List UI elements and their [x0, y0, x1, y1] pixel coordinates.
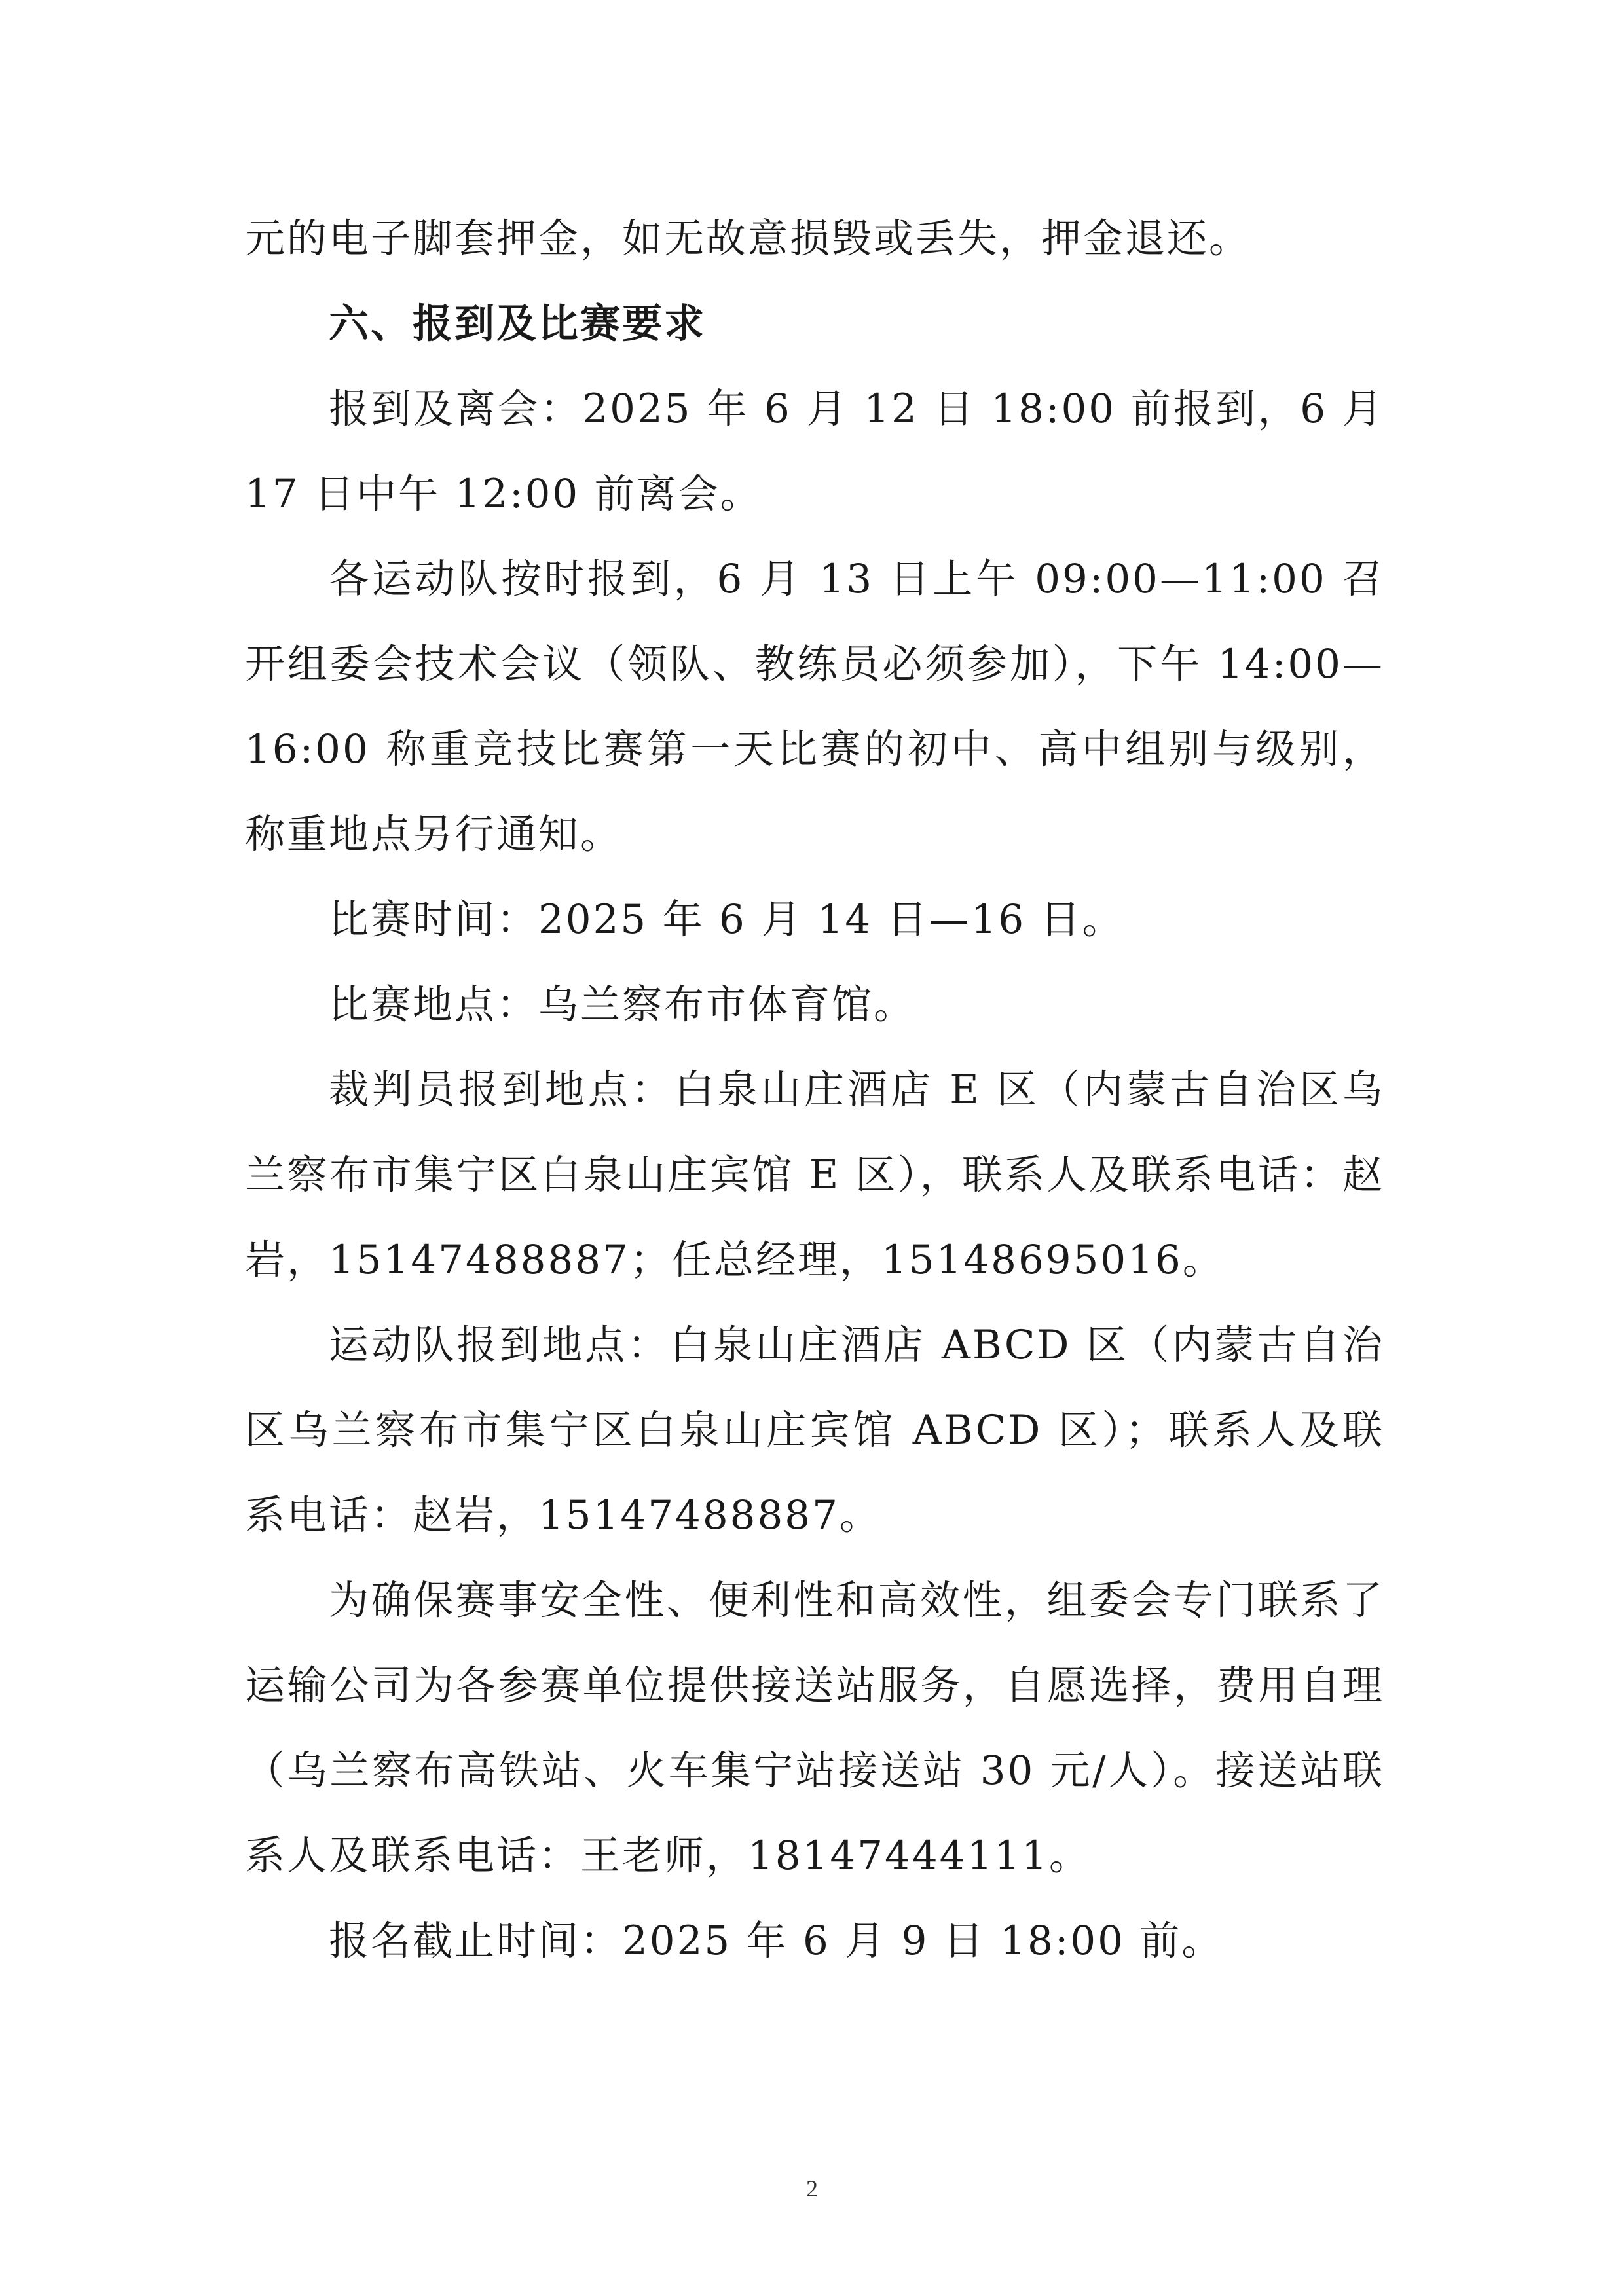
- paragraph-team-registration: 运动队报到地点：白泉山庄酒店 ABCD 区（内蒙古自治区乌兰察布市集宁区白泉山庄宾馆 ABCD 区）；联系人及联系电话：赵岩，15147488887。: [245, 1322, 1384, 1539]
- section-heading-registration: 六、报到及比赛要求: [329, 301, 707, 347]
- paragraph-registration-deadline: 报名截止时间：2025 年 6 月 9 日 18:00 前。: [329, 1918, 1224, 1964]
- paragraph-shuttle-service: 为确保赛事安全性、便利性和高效性，组委会专门联系了运输公司为各参赛单位提供接送站服务，自愿选择，费用自理（乌兰察布高铁站、火车集宁站接送站 30 元/人）。接送站联系人及联系电话：王老师，18147444111。: [245, 1577, 1384, 1879]
- paragraph-deposit-continuation: 元的电子脚套押金，如无故意损毁或丢失，押金退还。: [245, 215, 1251, 262]
- paragraph-arrival-departure: 报到及离会：2025 年 6 月 12 日 18:00 前报到，6 月 17 日中午 12:00 前离会。: [245, 386, 1384, 517]
- paragraph-competition-venue: 比赛地点：乌兰察布市体育馆。: [329, 981, 916, 1028]
- document-body: [245, 196, 1384, 1984]
- paragraph-technical-meeting: 各运动队按时报到，6 月 13 日上午 09:00—11:00 召开组委会技术会议（领队、教练员必须参加），下午 14:00—16:00 称重竞技比赛第一天比赛的初中、高中组别与级别，称重地点另行通知。: [245, 556, 1384, 858]
- paragraph-referee-registration: 裁判员报到地点：白泉山庄酒店 E 区（内蒙古自治区乌兰察布市集宁区白泉山庄宾馆 E 区），联系人及联系电话：赵岩，15147488887；任总经理，15148695016。: [245, 1066, 1384, 1283]
- paragraph-competition-time: 比赛时间：2025 年 6 月 14 日—16 日。: [329, 896, 1124, 943]
- page-number: 2: [806, 2176, 818, 2202]
